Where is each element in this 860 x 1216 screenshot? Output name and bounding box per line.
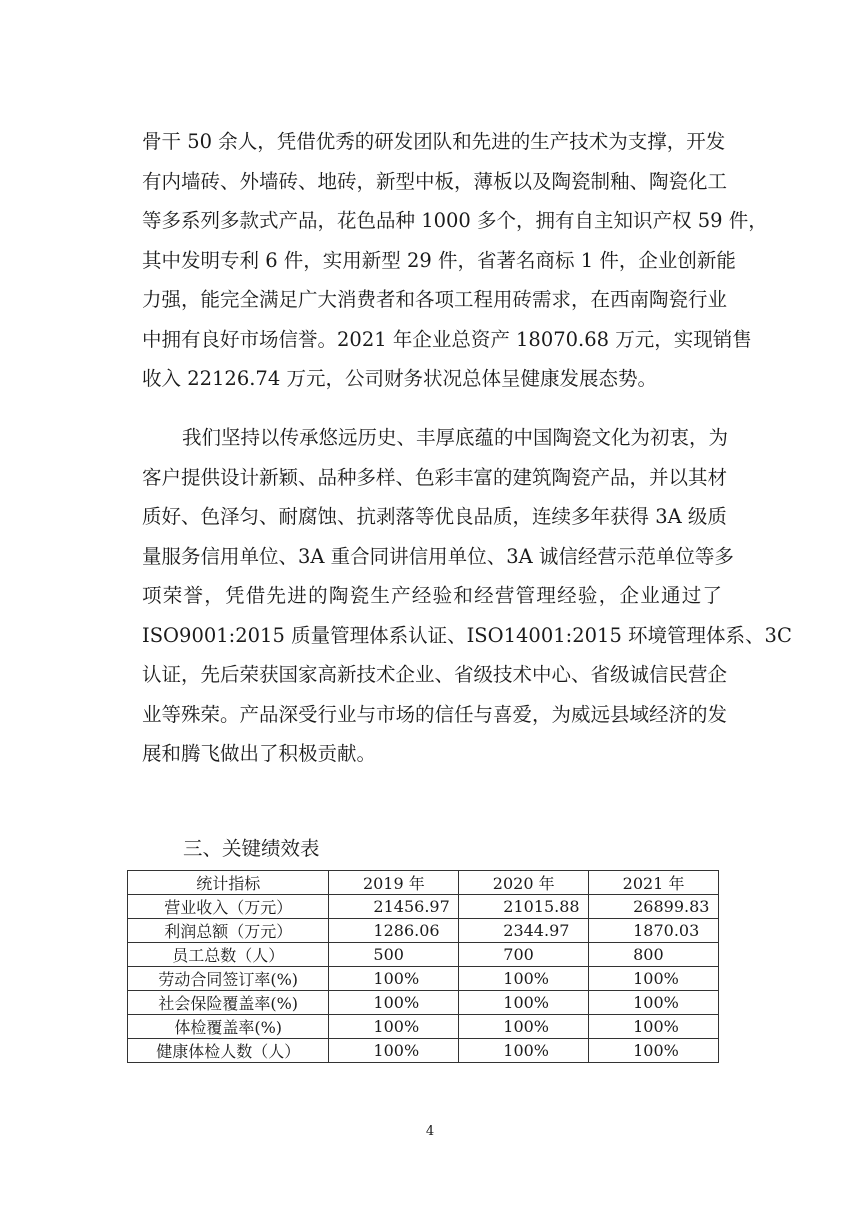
- table-cell: 100%: [459, 991, 589, 1015]
- paragraph-company-capability: [142, 122, 768, 399]
- paragraph-line: 项荣誉，凭借先进的陶瓷生产经验和经营管理经验，企业通过了: [142, 584, 722, 607]
- table-row: [128, 967, 719, 991]
- table-cell: 700: [459, 943, 589, 967]
- table-row: [128, 1015, 719, 1039]
- table-cell: 1870.03: [589, 919, 719, 943]
- table-row-label: 社会保险覆盖率(%): [128, 991, 329, 1015]
- table-row: [128, 943, 719, 967]
- table-cell: 100%: [589, 967, 719, 991]
- paragraph-line: 有内墙砖、外墙砖、地砖，新型中板，薄板以及陶瓷制釉、陶瓷化工: [142, 169, 728, 193]
- section-heading: 三、关键绩效表: [183, 837, 320, 860]
- table-row-label: 健康体检人数（人）: [128, 1039, 329, 1063]
- table-header-cell: 2019 年: [329, 871, 459, 895]
- paragraph-line: 业等殊荣。产品深受行业与市场的信任与喜爱，为威远县域经济的发: [142, 702, 728, 726]
- paragraph-company-honors: [142, 418, 792, 774]
- table-cell: 2344.97: [459, 919, 589, 943]
- table-header-row: [128, 871, 719, 895]
- table-cell: 100%: [459, 1039, 589, 1063]
- paragraph-line: 中拥有良好市场信誉。2021 年企业总资产 18070.68 万元，实现销售: [142, 327, 752, 351]
- table-cell: 100%: [459, 967, 589, 991]
- table-header-cell: 2020 年: [459, 871, 589, 895]
- page-number: 4: [425, 1124, 435, 1139]
- table-row-label: 营业收入（万元）: [128, 895, 329, 919]
- paragraph-line: 力强，能完全满足广大消费者和各项工程用砖需求，在西南陶瓷行业: [142, 288, 728, 311]
- table-header-cell: 2021 年: [589, 871, 719, 895]
- table-cell: 100%: [589, 991, 719, 1015]
- table-row-label: 利润总额（万元）: [128, 919, 329, 943]
- table-cell: 100%: [459, 1015, 589, 1039]
- paragraph-line: 等多系列多款式产品，花色品种 1000 多个，拥有自主知识产权 59 件，: [142, 209, 768, 232]
- paragraph-line: 量服务信用单位、3A 重合同讲信用单位、3A 诚信经营示范单位等多: [142, 544, 734, 568]
- table-row: [128, 991, 719, 1015]
- paragraph-line: 骨干 50 余人，凭借优秀的研发团队和先进的生产技术为支撑，开发: [142, 130, 726, 153]
- paragraph-line: 质好、色泽匀、耐腐蚀、抗剥落等优良品质，连续多年获得 3A 级质: [142, 505, 727, 528]
- kpi-table: [127, 870, 719, 1063]
- paragraph-line: 展和腾飞做出了积极贡献。: [142, 742, 377, 765]
- table-row-label: 体检覆盖率(%): [128, 1015, 329, 1039]
- paragraph-line: 认证，先后荣获国家高新技术企业、省级技术中心、省级诚信民营企: [142, 663, 728, 686]
- paragraph-line: 收入 22126.74 万元，公司财务状况总体呈健康发展态势。: [142, 367, 657, 390]
- table-row: [128, 1039, 719, 1063]
- table-row: [128, 895, 719, 919]
- table-row-label: 员工总数（人）: [128, 943, 329, 967]
- paragraph-line: ISO9001:2015 质量管理体系认证、ISO14001:2015 环境管理体系、3C: [142, 623, 792, 647]
- table-row: [128, 919, 719, 943]
- table-cell: 21456.97: [329, 895, 459, 919]
- table-cell: 100%: [589, 1039, 719, 1063]
- paragraph-line: 我们坚持以传承悠远历史、丰厚底蕴的中国陶瓷文化为初衷，为: [182, 426, 729, 449]
- table-cell: 100%: [329, 1039, 459, 1063]
- paragraph-line: 客户提供设计新颖、品种多样、色彩丰富的建筑陶瓷产品，并以其材: [142, 465, 728, 489]
- table-cell: 500: [329, 943, 459, 967]
- table-cell: 21015.88: [459, 895, 589, 919]
- table-cell: 26899.83: [589, 895, 719, 919]
- table-cell: 100%: [329, 991, 459, 1015]
- table-cell: 100%: [589, 1015, 719, 1039]
- table-header-cell: 统计指标: [128, 871, 329, 895]
- paragraph-line: 其中发明专利 6 件，实用新型 29 件，省著名商标 1 件，企业创新能: [142, 248, 736, 272]
- table-row-label: 劳动合同签订率(%): [128, 967, 329, 991]
- table-cell: 100%: [329, 1015, 459, 1039]
- table-cell: 1286.06: [329, 919, 459, 943]
- table-cell: 800: [589, 943, 719, 967]
- table-cell: 100%: [329, 967, 459, 991]
